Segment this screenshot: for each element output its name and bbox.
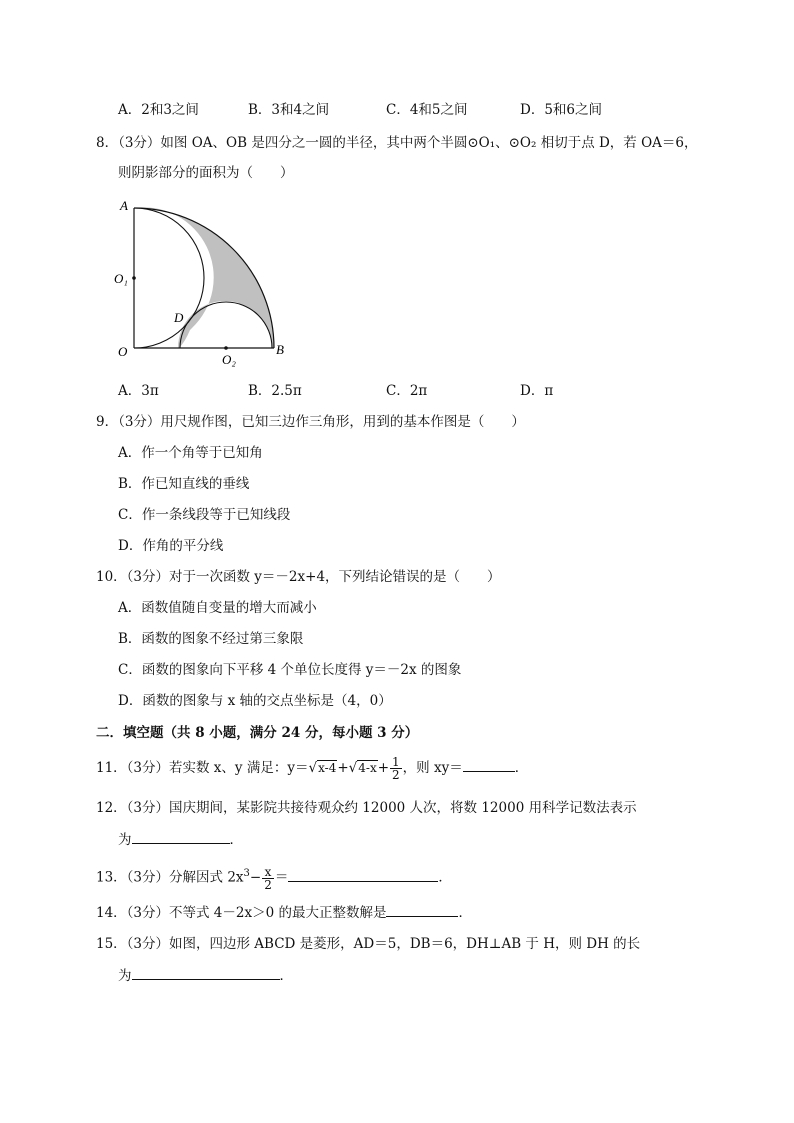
q12-line1: 12．（3分）国庆期间，某影院共接待观众约 12000 人次，将数 12000 用科学记数法表示	[96, 800, 637, 816]
q8-label-o2: O₂	[222, 352, 236, 367]
q7-option-b: B．3和4之间	[248, 102, 330, 118]
q12-answer-blank[interactable]	[132, 830, 230, 844]
q13-answer-blank[interactable]	[288, 868, 438, 882]
q8-label-o: O	[118, 344, 128, 359]
q15-answer-blank[interactable]	[132, 966, 280, 980]
q13-frac-num: x	[262, 866, 274, 879]
q15-line2	[118, 966, 293, 985]
q11-end: ．	[514, 760, 529, 776]
q11-answer-blank[interactable]	[463, 758, 515, 772]
q12-line2	[118, 830, 243, 849]
q8-label-b: B	[276, 342, 284, 357]
q9-option-d: D．作角的平分线	[118, 538, 224, 554]
q10-option-a: A．函数值随自变量的增大而减小	[118, 600, 317, 616]
q14-end: ．	[458, 905, 472, 921]
q10-option-b: B．函数的图象不经过第三象限	[118, 631, 304, 647]
q7-option-a: A．2和3之间	[118, 102, 199, 118]
q8-label-o1: O₁	[114, 271, 128, 286]
q9-option-a: A．作一个角等于已知角	[118, 445, 263, 461]
q14	[96, 903, 472, 922]
q13-eq: ＝	[274, 869, 289, 886]
q15-line2-prefix: 为	[118, 968, 132, 984]
q9-option-c: C．作一条线段等于已知线段	[118, 507, 291, 523]
q11-prefix: 11．（3分）若实数 x、y 满足：y＝	[96, 760, 309, 776]
q8-stem-line1: 8．（3分）如图 OA、OB 是四分之一圆的半径，其中两个半圆⊙O₁、⊙O₂ 相切于点 D，若 OA＝6，	[96, 135, 698, 151]
q11-frac-num: 1	[392, 755, 400, 769]
q8-stem-line2: 则阴影部分的面积为（ ）	[118, 165, 294, 181]
q8-label-a: A	[120, 198, 128, 213]
q8-figure	[110, 192, 300, 368]
q11-plus-1: +	[337, 760, 349, 776]
q11-frac-den: 2	[392, 768, 400, 782]
q14-text: 14．（3分）不等式 4－2x＞0 的最大正整数解是	[96, 905, 387, 921]
q11-sqrt-sign-2: √	[348, 760, 358, 776]
section-2-heading: 二．填空题（共 8 小题，满分 24 分，每小题 3 分）	[96, 725, 419, 741]
q10-option-d: D．函数的图象与 x 轴的交点坐标是（4，0）	[118, 693, 392, 709]
q11	[96, 754, 528, 782]
q8-point-o1	[132, 276, 136, 280]
q13-frac-den: 2	[264, 877, 272, 892]
q13-end: ．	[438, 869, 452, 886]
q11-plus-2: +	[377, 760, 390, 776]
q15-line1: 15．（3分）如图，四边形 ABCD 是菱形，AD＝5，DB＝6，DH⊥AB 于 H，则 DH 的长	[96, 936, 641, 952]
q8-point-o2	[224, 346, 228, 350]
q8-option-a: A．3π	[118, 383, 159, 399]
q8-label-d: D	[174, 310, 184, 325]
q12-end: ．	[229, 832, 243, 848]
q12-line2-prefix: 为	[118, 832, 132, 848]
q15-end: ．	[279, 968, 293, 984]
q8-semicircle-o1	[134, 208, 204, 348]
q7-option-d: D．5和6之间	[520, 102, 603, 118]
q13-expr-base: 2x	[227, 869, 244, 886]
q13-fraction	[262, 866, 274, 891]
q9-stem: 9．（3分）用尺规作图，已知三边作三角形，用到的基本作图是（ ）	[96, 414, 525, 430]
q10-option-c: C．函数的图象向下平移 4 个单位长度得 y＝－2x 的图象	[118, 662, 462, 678]
q13-prefix: 13．（3分）分解因式	[96, 869, 228, 886]
q10-stem: 10．（3分）对于一次函数 y＝－2x+4，下列结论错误的是（ ）	[96, 569, 501, 585]
q9-option-b: B．作已知直线的垂线	[118, 476, 250, 492]
q11-radicand-2: 4-x	[358, 761, 377, 775]
q14-answer-blank[interactable]	[386, 903, 458, 917]
q11-radicand-1: x-4	[318, 761, 337, 775]
q13	[96, 860, 452, 892]
q13-expr-exp: 3	[243, 868, 250, 879]
q8-option-c: C．2π	[386, 383, 428, 399]
q11-fraction	[390, 756, 402, 781]
q11-suffix: ，则 xy＝	[402, 760, 463, 776]
q11-sqrt-sign-1: √	[308, 760, 318, 776]
q8-option-b: B．2.5π	[248, 383, 302, 399]
q7-option-c: C．4和5之间	[386, 102, 468, 118]
q8-option-d: D．π	[520, 383, 554, 399]
q13-minus: −	[249, 869, 262, 886]
